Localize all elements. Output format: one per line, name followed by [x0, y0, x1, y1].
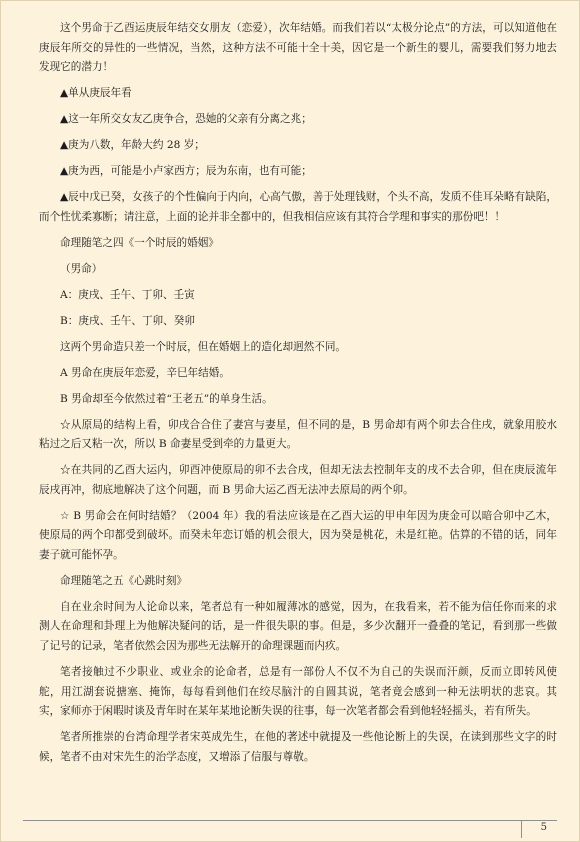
star-item: ☆从原局的结构上看，卯戌合合住了妻宫与妻星，但不同的是，B 男命却有两个卯去合住戌，就象用胶水粘过之后又粘一次，所以 B 命妻星受到牵的力量更大。: [39, 418, 557, 451]
star-item: ☆ B 男命会在何时结婚？（2004 年）我的看法应该是在乙酉大运的甲申年因为庚金可以暗合卯中乙木，使原局的两个印都受到破坏。而癸未年恋订婚的机会很大，因为癸是桃花，未是红艳。估算的不错的话，同年妻子就可能怀孕。: [39, 509, 557, 561]
page-number-box: [521, 820, 557, 838]
star-item: ☆在共同的乙酉大运内，卯酉冲使原局的卯不去合戌，但却无法去控制年支的戌不去合卯，但在庚辰流年辰戌再冲，彻底地解决了这个问题，而 B 男命大运乙酉无法冲去原局的两个卯。: [39, 464, 557, 496]
paragraph: B 男命却至今依然过着“王老五”的单身生活。: [60, 392, 273, 405]
paragraph: 笔者接触过不少职业、或业余的论命者，总是有一部份人不仅不为自己的失误而汗颜，反而立即转风使舵，用江湖套说搪塞、掩饰，每每看到他们在绞尽脑汁的自圆其说，笔者竟会感到一种无法明状的悲哀。其实，家师亦于闲暇时谈及青年时在某年某地论断失误的往事，每一次笔者都会看到他轻轻摇头，若有所失。: [39, 666, 557, 718]
document-body: [39, 19, 557, 774]
paragraph: 自在业余时间为人论命以来，笔者总有一种如履薄冰的感觉，因为，在我看来，若不能为信任你而来的求测人在命理和卦理上为他解决疑问的话，是一件很失职的事。但是，多少次翻开一叠叠的笔记，看到那一些做了记号的记录，笔者依然会因为那些无法解开的命理课题而内疚。: [39, 600, 557, 653]
bullet-item: ▲庚为西，可能是小卢家西方；辰为东南，也有可能；: [60, 165, 312, 178]
page-number: 5: [540, 822, 547, 833]
chart-line-b: B：庚戌、壬午、丁卯、癸卯: [60, 314, 195, 327]
bullet-item: ▲这一年所交女友乙庚争合，恐她的父亲有分离之兆；: [60, 113, 312, 126]
bullet-heading: ▲单从庚辰年看: [60, 87, 132, 100]
paragraph: 笔者所推崇的台湾命理学者宋英成先生，在他的著述中就提及一些他论断上的失误，在读到那些文字的时候，笔者不由对宋先生的治学态度，又增添了信服与尊敬。: [39, 731, 557, 763]
paragraph: A 男命在庚辰年恋爱，辛巳年结婚。: [60, 366, 230, 379]
footer-divider: [23, 820, 521, 821]
paragraph: 这两个男命造只差一个时辰，但在婚姻上的造化却迥然不同。: [60, 340, 347, 353]
section-title: 命理随笔之五《心跳时刻》: [60, 574, 188, 587]
bullet-item: ▲辰中戊已癸，女孩子的个性偏向于内向，心高气傲，善于处理钱财，个头不高，发质不佳耳朵略有缺陷，而个性忧柔寡断；请注意，上面的论并非全都中的，但我相信应该有其符合学理和事实的那份吧！！: [39, 191, 557, 223]
paragraph-intro: 这个男命于乙酉运庚辰年结交女朋友（恋爱），次年结婚。而我们若以“太极分论点”的方法，可以知道他在庚辰年所交的异性的一些情况，当然，这种方法不可能十全十美，因它是一个新生的婴儿，需要我们努力地去发现它的潜力！: [39, 22, 557, 74]
paragraph: （男命）: [60, 262, 103, 275]
chart-line-a: A：庚戌、壬午、丁卯、壬寅: [60, 288, 195, 301]
bullet-item: ▲庚为八数，年龄大约 28 岁；: [60, 139, 205, 152]
section-title: 命理随笔之四《一个时辰的婚姻》: [60, 236, 219, 249]
